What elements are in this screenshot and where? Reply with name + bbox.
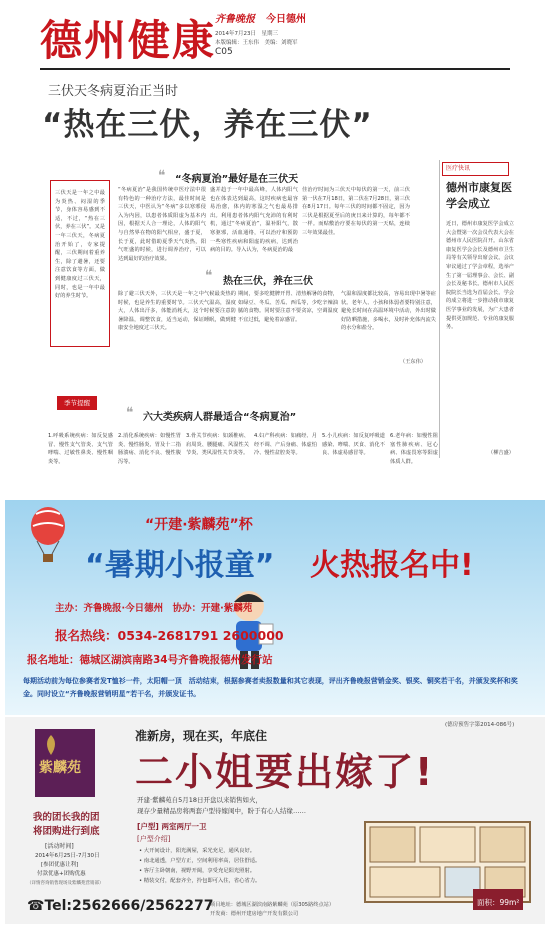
- section2-quote-icon: ❝: [205, 268, 213, 284]
- masthead: [0, 0, 550, 72]
- section3-title: 六大类疾病人群最适合“冬病夏治”: [143, 412, 297, 423]
- ad-summer-newsboy: [5, 500, 545, 715]
- ad2-house-type: [户型] 两室两厅一卫: [137, 822, 207, 831]
- ad2-presale: (德房预售字第2014-086号): [445, 722, 515, 728]
- section2-col2: 期间，要多吃健脾开胃、清热解暑的食物，如绿豆、冬瓜、苦瓜、西瓜等，少吃辛辣油腻的食物。同时要注意不要贪凉，空调温度不宜过低，避免着凉感冒。: [238, 291, 338, 323]
- brand-qilu-logo: 齐鲁晚报: [215, 14, 255, 25]
- section3-item-6: 6.老年病：如慢性阻塞性肺疾病、冠心病、体虚畏寒等阳虚体质人群。: [390, 433, 438, 465]
- section2-col1: 除了避三伏天外，三伏天是一年之中气候最炎热的时候，也是养生的重要时节。三伏天气温高，湿度大，人体出汗多，体能消耗大，这个时候要注意防暑降温，调整饮食，适当运动，保证睡眠，做到健康安全地度过三伏天。: [118, 291, 236, 332]
- section3-item-1: 1.呼吸系统疾病：如反复感冒、慢性支气管炎、支气管哮喘、过敏性鼻炎、慢性咽炎等。: [48, 433, 113, 465]
- ad2-feature-2: • 南北通透，户型方正，空间利用率高，居住舒适。: [139, 858, 261, 864]
- ad2-event-line2: [参团优惠让利]: [41, 862, 79, 868]
- section1-col2: 盛并趋于一年中最高峰，人体内阳气也在体表达到最高，这时疾病也最容易治愈，体内的寒湿之气也最易排出。利用患者体内阳气充沛的有利时机，通过“冬病夏治”，温补阳气，散寒驱邪，活血通络，可以治疗和预防一些寒性疾病和阳虚的疾病，达到治病的目的。导入认为，冬病夏治的最: [210, 187, 298, 254]
- masthead-title: 德州健康: [40, 16, 217, 65]
- masthead-date: 2014年7月23日 星期三: [215, 31, 278, 37]
- intro-box: [50, 180, 110, 347]
- ad2-body2: 现存少量精品房将两套户型待嫁闺中，盼于有心人结缘……: [137, 807, 306, 815]
- ad1-cup-title: “开建·紫麟苑”杯: [145, 517, 253, 533]
- section1-quote-icon: ❝: [158, 168, 166, 184]
- brand-jinri-logo: 今日德州: [266, 14, 306, 25]
- section3-item-5: 5.小儿疾病：如反复呼吸道感染、哮喘、厌食、消化不良、体虚易感冒等。: [322, 433, 385, 457]
- sidebar-label: [442, 162, 509, 176]
- ad1-main-title2: 火热报名中!: [310, 548, 474, 583]
- masthead-divider: [40, 68, 510, 70]
- ad1-description: 每期活动前为每位参赛者发T恤衫一件，太阳帽一顶 活动结束，根据参赛者卖报数量和其它表现，评出齐鲁晚报营销金奖、银奖、铜奖若干名，并颁发奖杯和奖金。同时设立“齐鲁晚报营销明星”若干名，并颁发证书。: [23, 677, 518, 698]
- ad2-area-text: 面积：99m²: [477, 898, 520, 907]
- section3-item-3: 3.骨关节疾病：如颈椎病、肩周炎、腰腿痛、风湿性关节炎、类风湿性关节炎等。: [186, 433, 249, 457]
- ad2-event-line1: 2014年6月25日-7月30日: [35, 853, 100, 859]
- hot-air-balloon-icon: [27, 506, 69, 566]
- ad2-feature-1: • 大开间设计，阳光满屋，采光充足，通风良好。: [139, 848, 256, 854]
- ad2-area-label: [473, 889, 523, 910]
- ad2-developer-info2: 开发商：德州开建房地产开发有限公司: [210, 911, 299, 917]
- ad-ziling-yuan: [5, 717, 545, 924]
- intro-text: 三伏天是一年之中最为炎热、闷湿的季节，身体容易感到不适，不过，“热在三伏，养在三伏”。又是一年三伏天，冬病夏治开始了，专家提醒，三伏期间着重养生，除了避暑，还要注意饮食等方面，做到健康度过三伏天，同时，也是一年中最好的养生时节。: [55, 190, 105, 300]
- season-tag: [57, 396, 97, 410]
- ad1-sponsors: 主办：齐鲁晚报·今日德州 协办：开建·紫麟苑: [55, 603, 253, 614]
- ad2-headline1: 准新房，现在买，年底住: [135, 729, 268, 743]
- sidebar-title: 德州市康复医学会成立: [446, 181, 512, 210]
- sidebar-body: 近日，德州市康复医学会成立大会暨第一次会员代表大会在德州市人民医院召开。山东省康复医学会会长及德州市卫生局等有关领导出席会议。会议审议通过了学会章程，选举产生了第一届理事会、会长、副会长及秘书长。德州市人民医院院长当选为首届会长。学会的成立将进一步推动我市康复医学事业的发展，为广大患者提供更加规范、专业的康复服务。: [446, 221, 514, 331]
- section2-title: 热在三伏，养在三伏: [223, 276, 313, 287]
- section1-col1: “冬病夏治”是我国传统中医疗法中很有特色的一种治疗方法，最佳时间是三伏天，中医认为“冬病”多以寒邪侵入为内因，以患者体质阳虚为基本内因，根据天人合一理论，人体的阳气与自然界在物的阳气相应，盛于夏，长于夏，此时借助夏季天气炎热，阳气旺盛的时候，进行调养治疗，可以达到最好的治疗效果。: [118, 187, 206, 262]
- ad2-slogan2: 将团购进行到底: [33, 826, 100, 837]
- ad2-event-label: [活动时间]: [45, 843, 74, 850]
- page-number: C05: [215, 47, 233, 57]
- ad1-main-title: “暑期小报童”: [85, 548, 275, 583]
- ad2-developer-info1: 项目地址：德城区湖滨南路紫麟苑（原305路终点站）: [210, 902, 335, 908]
- headline-kicker: 三伏天冬病夏治正当时: [48, 84, 179, 99]
- section1-col3: 佳治疗时间为三伏天中每伏的第一天，前三伏第一伏在7月18日，第二伏在7月28日，第三伏在8月17日。每年三伏的时间都不固定，因为三伏是根据夏至后的庚日来计算的，每年都不一样。而贴敷治疗要在每伏的第一天贴，连续三年效果最佳。: [302, 187, 410, 236]
- ad2-body1: 开建·紫麟苑自5月18日开盘以来销售如火，: [137, 796, 262, 804]
- sidebar-label-text: 医疗快讯: [446, 165, 471, 172]
- ad1-address: 报名地址：德城区湖滨南路34号齐鲁晚报德州发行站: [27, 654, 273, 666]
- ad1-hotline: 报名热线：0534-2681791 2600000: [55, 628, 284, 643]
- leaf-logo-icon: [43, 735, 59, 755]
- ad2-intro-label: [户型介绍]: [137, 835, 171, 843]
- ad2-event-line3: 付款优惠+团购优惠: [37, 871, 86, 877]
- section3-item-2: 2.消化系统疾病：如慢性胃炎、慢性肠炎、胃及十二指肠溃疡、消化不良、慢性腹泻等。: [118, 433, 181, 465]
- ad2-slogan1: 我的团长我的团: [33, 812, 100, 823]
- section3-quote-icon: ❝: [126, 405, 134, 421]
- ad2-feature-4: • 精装交付，配套齐全，拎包即可入住，省心省力。: [139, 878, 261, 884]
- ad2-logo-text: 紫麟苑: [39, 760, 81, 776]
- sidebar-divider: [439, 160, 440, 458]
- season-tag-text: 季节提醒: [64, 399, 90, 407]
- section3-item-4: 4.妇产科疾病：如痛经、月经不调、产后身痛、体虚怕冷、慢性盆腔炎等。: [254, 433, 317, 457]
- ad2-big-title: 二小姐要出嫁了!: [135, 750, 435, 794]
- section2-source: （王东伟）: [400, 359, 426, 365]
- ad2-phone: ☎Tel:2562666/2562277: [27, 898, 214, 914]
- ad2-logo-panel: [35, 729, 95, 797]
- headline-main: “热在三伏，养在三伏”: [42, 107, 373, 143]
- ad2-note: （详情咨询销售现场及紫麟苑营销部）: [27, 881, 104, 886]
- section2-col3: 气温和湿度都比较高，容易出现中暑等症状。老年人、小孩和体弱者要特别注意，避免长时间在高温环境中活动，外出时做好防晒措施，多喝水，及时补充体内流失的水分和盐分。: [341, 291, 436, 332]
- masthead-editors: 本版编辑：王东伟 美编：刘晓军: [215, 40, 298, 46]
- ad2-feature-3: • 客厅主卧朝南，视野开阔，享受充足阳光照射。: [139, 868, 256, 874]
- sidebar-source: （柳吉盛）: [488, 450, 514, 456]
- section1-title: “冬病夏治”最好是在三伏天: [175, 174, 299, 185]
